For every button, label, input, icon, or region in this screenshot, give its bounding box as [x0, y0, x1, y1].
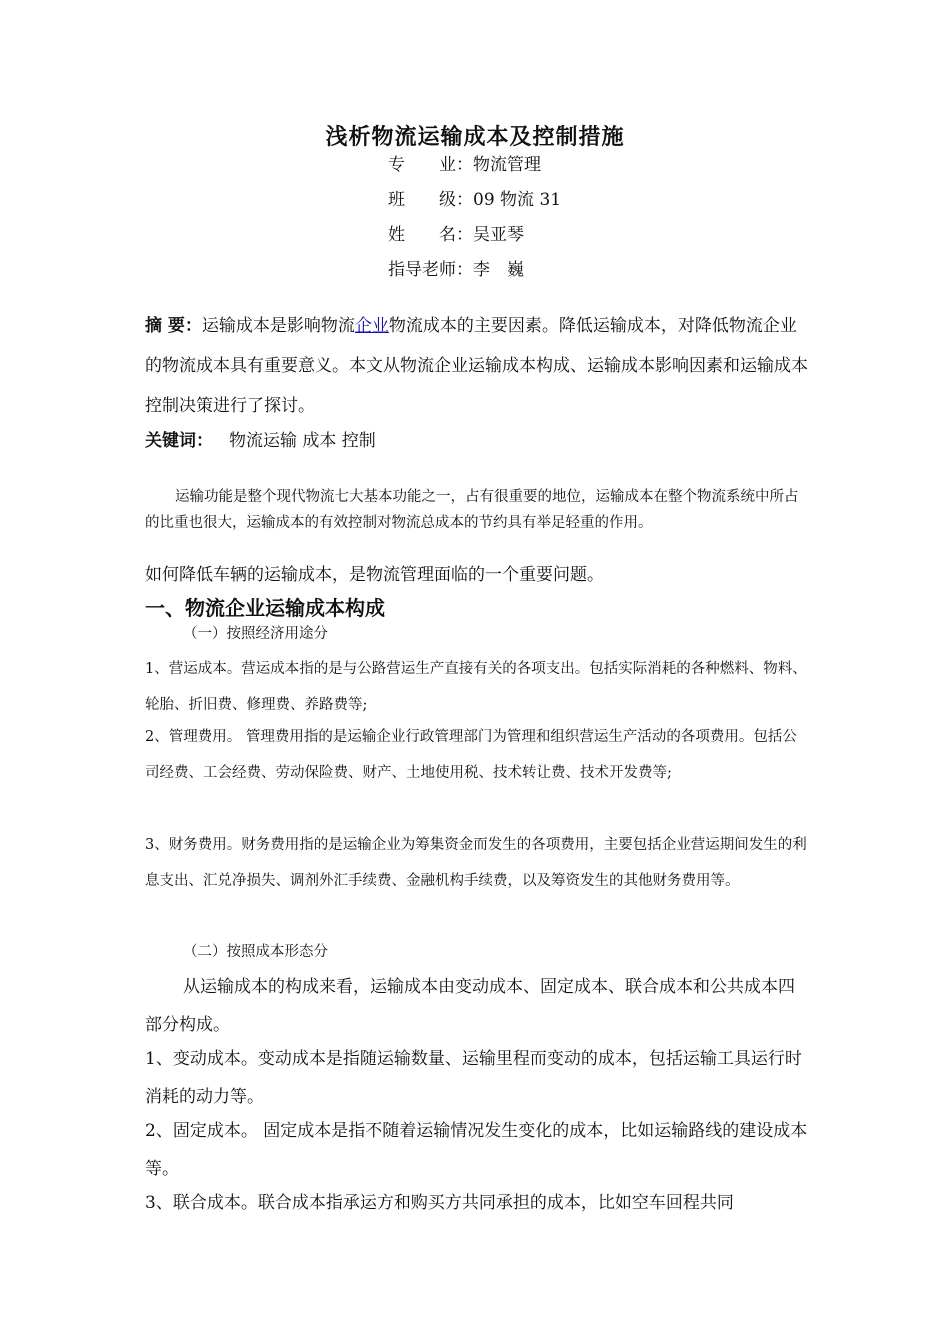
item-3: 3、财务费用。财务费用指的是运输企业为筹集资金而发生的各项费用，主要包括企业营运期间发生的利息支出、汇兑净损失、调剂外汇手续费、金融机构手续费，以及筹资发生的其他财务费用等。 — [145, 837, 807, 889]
document-title: 浅析物流运输成本及控制措施 — [325, 125, 625, 150]
intro-small: 运输功能是整个现代物流七大基本功能之一，占有很重要的地位，运输成本在整个物流系统中所占的比重也很大，运输成本的有效控制对物流总成本的节约具有举足轻重的作用。 — [145, 489, 799, 531]
abstract-label: 摘 要： — [145, 316, 202, 336]
section-heading-1: 一、物流企业运输成本构成 — [145, 596, 385, 620]
abstract-link[interactable]: 企业 — [354, 316, 389, 336]
meta-advisor: 指导老师：李 巍 — [388, 260, 524, 280]
keywords — [145, 426, 810, 451]
abstract-text-a: 运输成本是影响物流 — [201, 316, 355, 336]
meta-name: 姓 名：吴亚琴 — [388, 225, 524, 245]
fixed-cost: 2、固定成本。 固定成本是指不随着运输情况发生变化的成本，比如运输路线的建设成本等。 — [145, 1121, 808, 1179]
joint-cost: 3、联合成本。联合成本指承运方和购买方共同承担的成本，比如空车回程共同 — [145, 1193, 734, 1213]
item-1: 1、营运成本。营运成本指的是与公路营运生产直接有关的各项支出。包括实际消耗的各种燃料、物料、轮胎、折旧费、修理费、养路费等; — [145, 661, 807, 713]
item-2: 2、管理费用。 管理费用指的是运输企业行政管理部门为管理和组织营运生产活动的各项费用。包括公司经费、工会经费、劳动保险费、财产、土地使用税、技术转让费、技术开发费等; — [145, 729, 797, 781]
abstract-text-b: 物流成本的主要因素。降低运输成本，对降低物流企业的物流成本具有重要意义。本文从物流企业运输成本构成、运输成本影响因素和运输成本控制决策进行了探讨。 — [145, 316, 808, 416]
keywords-text: 物流运输 成本 控制 — [229, 431, 376, 451]
meta-major: 专 业：物流管理 — [388, 155, 541, 175]
intro-large: 如何降低车辆的运输成本，是物流管理面临的一个重要问题。 — [145, 565, 604, 585]
abstract — [145, 306, 810, 426]
subheading-1: （一）按照经济用途分 — [183, 626, 328, 642]
meta-class: 班 级：09 物流 31 — [388, 190, 562, 210]
subheading-2: （二）按照成本形态分 — [183, 944, 328, 960]
keywords-label: 关键词： — [145, 431, 213, 451]
variable-cost: 1、变动成本。变动成本是指随运输数量、运输里程而变动的成本，包括运输工具运行时消耗的动力等。 — [145, 1049, 802, 1107]
cost-form-para: 从运输成本的构成来看，运输成本由变动成本、固定成本、联合成本和公共成本四部分构成。 — [145, 977, 795, 1035]
